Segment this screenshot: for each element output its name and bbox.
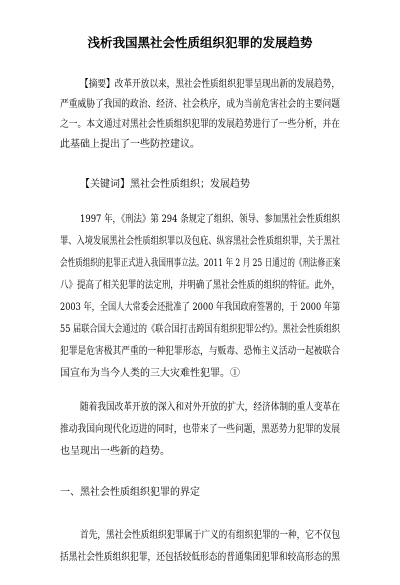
document-title: 浅析我国黑社会性质组织犯罪的发展趋势 xyxy=(87,35,313,50)
keywords-line: 【关键词】黑社会性质组织；发展趋势 xyxy=(80,179,250,190)
paragraph-line: 八》提高了相关犯罪的法定刑，并明确了黑社会性质的组织的特征。此外， xyxy=(60,280,340,291)
paragraph-line: 1997 年，《刑法》第 294 条规定了组织、领导、参加黑社会性质组织 xyxy=(80,214,341,225)
paragraph-line: 55 届联合国大会通过的《联合国打击跨国有组织犯罪公约》。黑社会性质组织 xyxy=(60,324,340,335)
paragraph-line: 也呈现出一些新的趋势。 xyxy=(60,446,170,457)
abstract-line: 严重威胁了我国的政治、经济、社会秩序，成为当前危害社会的主要问题 xyxy=(60,99,340,110)
paragraph-line: 推动我国向现代化迈进的同时，也带来了一些问题，黑恶势力犯罪的发展 xyxy=(60,424,340,435)
paragraph-line: 随着我国改革开放的深入和对外开放的扩大，经济体制的重人变革在 xyxy=(80,402,340,413)
paragraph-line: 会性质组织的犯罪正式进入我国刑事立法。2011 年 2 月 25 日通过的《刑法修正案 xyxy=(60,258,341,269)
paragraph-line: 罪、入境发展黑社会性质组织罪以及包庇、纵容黑社会性质组织罪，关于黑社 xyxy=(60,236,340,247)
paragraph-line: 括黑社会性质组织犯罪，还包括较低形态的普通集团犯罪和较高形态的黑 xyxy=(60,552,340,563)
paragraph-line: 首先，黑社会性质组织犯罪属于广义的有组织犯罪的一种，它不仅包 xyxy=(80,530,340,541)
abstract-line: 【摘要】改革开放以来，黑社会性质组织犯罪呈现出新的发展趋势， xyxy=(80,79,340,90)
paragraph-line: 2003 年，全国人大常委会还批准了 2000 年我国政府签署的，于 2000 年第 xyxy=(60,302,341,313)
abstract-line: 此基础上提出了一些防控建议。 xyxy=(60,139,200,150)
section-heading: 一、黑社会性质组织犯罪的界定 xyxy=(60,487,200,498)
abstract-line: 之一。本文通过对黑社会性质组织犯罪的发展趋势进行了一些分析，并在 xyxy=(60,119,340,130)
paragraph-line: 国宣布为当今人类的三大灾难性犯罪。① xyxy=(60,368,240,379)
paragraph-line: 犯罪是危害极其严重的一种犯罪形态，与贩毒、恐怖主义活动一起被联合 xyxy=(60,346,340,357)
